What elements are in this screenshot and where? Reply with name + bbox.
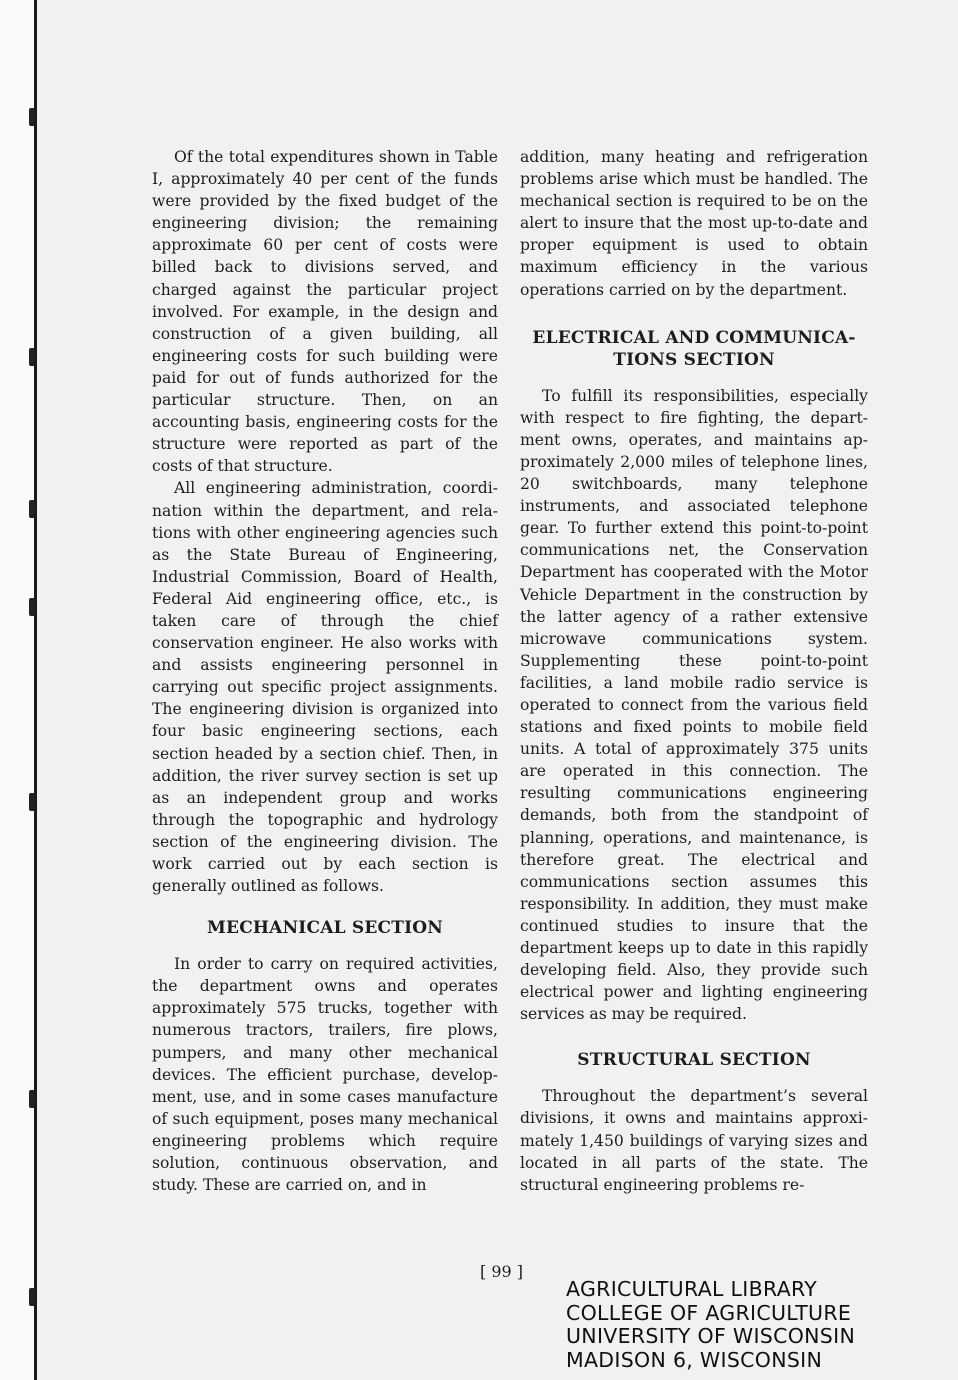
- left-paragraph-3: In order to carry on required activities, the department owns and operates approximately 575 trucks, together with numerous tractors, trailers, fire plows, pumpers, and many other mechanical devices. The efficient purchase, development, use, and in some cases manufacture of such equipment, poses many mechanical engineering problems which require solution, continuous observation, and study. These are carried on, and in: [152, 955, 498, 1195]
- binding-mark: [29, 348, 35, 366]
- binding-mark: [29, 793, 35, 811]
- right-paragraph-1: addition, many heating and refrigeration problems arise which must be handled. The mechanical section is required to be on the alert to insure that the most up-to-date and proper equipment is used to obtain maximum efficiency in the various operations carried on by the department.: [520, 148, 868, 299]
- right-column: [520, 146, 868, 1196]
- structural-section-heading: STRUCTURAL SECTION: [577, 1050, 811, 1071]
- binding-mark: [29, 500, 35, 518]
- stamp-line-4: MADISON 6, WISCONSIN: [566, 1347, 823, 1372]
- stamp-line-2: COLLEGE OF AGRICULTURE: [566, 1300, 852, 1325]
- binding-mark: [29, 108, 35, 126]
- left-paragraph-2: All engineering administration, coordination within the department, and relations with other engineering agencies such as the State Bureau of Engineering, Industrial Commission, Board of Health, Federal Aid engineering office, etc., is taken care of through the chief conservation engineer. He also works with and assists engineering personnel in carrying out specific project assignments. The engineering division is organized into four basic engineering sections, each section headed by a section chief. Then, in addition, the river survey section is set up as an independent group and works through the topographic and hydrology section of the engineering division. The work carried out by each section is generally outlined as follows.: [152, 479, 498, 896]
- left-column: [152, 146, 498, 1196]
- left-paragraph-1: Of the total expenditures shown in Table I, approximately 40 per cent of the funds were provided by the fixed budget of the engineering division; the remaining approximate 60 per cent of costs were billed back to divisions served, and charged against the particular project involved. For example, in the design and construction of a given building, all engineering costs for such building were paid for out of funds authorized for the particular structure. Then, on an accounting basis, engineering costs for the structure were reported as part of the costs of that structure.: [152, 148, 498, 476]
- right-paragraph-2: To fulfill its responsibilities, especially with respect to fire fighting, the department owns, operates, and maintains approximately 2,000 miles of telephone lines, 20 switchboards, many telephone instruments, and associated telephone gear. To further extend this point-to-point communications net, the Conservation Department has cooperated with the Motor Vehicle Department in the construction by the latter agency of a rather extensive microwave communications system. Supplementing these point-to-point facilities, a land mobile radio service is operated to connect from the various field stations and fixed points to mobile field units. A total of approximately 375 units are operated in this connection. The resulting communications engineering demands, both from the standpoint of planning, operations, and maintenance, is therefore great. The electrical and communications section assumes this responsibility. In addition, they must make continued studies to insure that the department keeps up to date in this rapidly developing field. Also, they provide such electrical power and lighting engineering services as may be required.: [520, 386, 868, 1024]
- right-paragraph-3: Throughout the department’s several divisions, it owns and maintains approximately 1,450 buildings of varying sizes and located in all parts of the state. The structural engineering problems re-: [520, 1087, 868, 1194]
- mechanical-section-heading: MECHANICAL SECTION: [207, 918, 443, 939]
- binding-mark: [29, 1288, 35, 1306]
- library-stamp: [566, 1278, 855, 1372]
- page-number: [ 99 ]: [480, 1262, 524, 1281]
- binding-mark: [29, 598, 35, 616]
- stamp-line-1: AGRICULTURAL LIBRARY: [566, 1277, 818, 1301]
- electrical-section-heading: ELECTRICAL AND COMMUNICA-TIONS SECTION: [532, 327, 856, 370]
- binding-mark: [29, 1090, 35, 1108]
- stamp-line-3: UNIVERSITY OF WISCONSIN: [566, 1324, 856, 1348]
- page-binding-edge: [0, 0, 37, 1380]
